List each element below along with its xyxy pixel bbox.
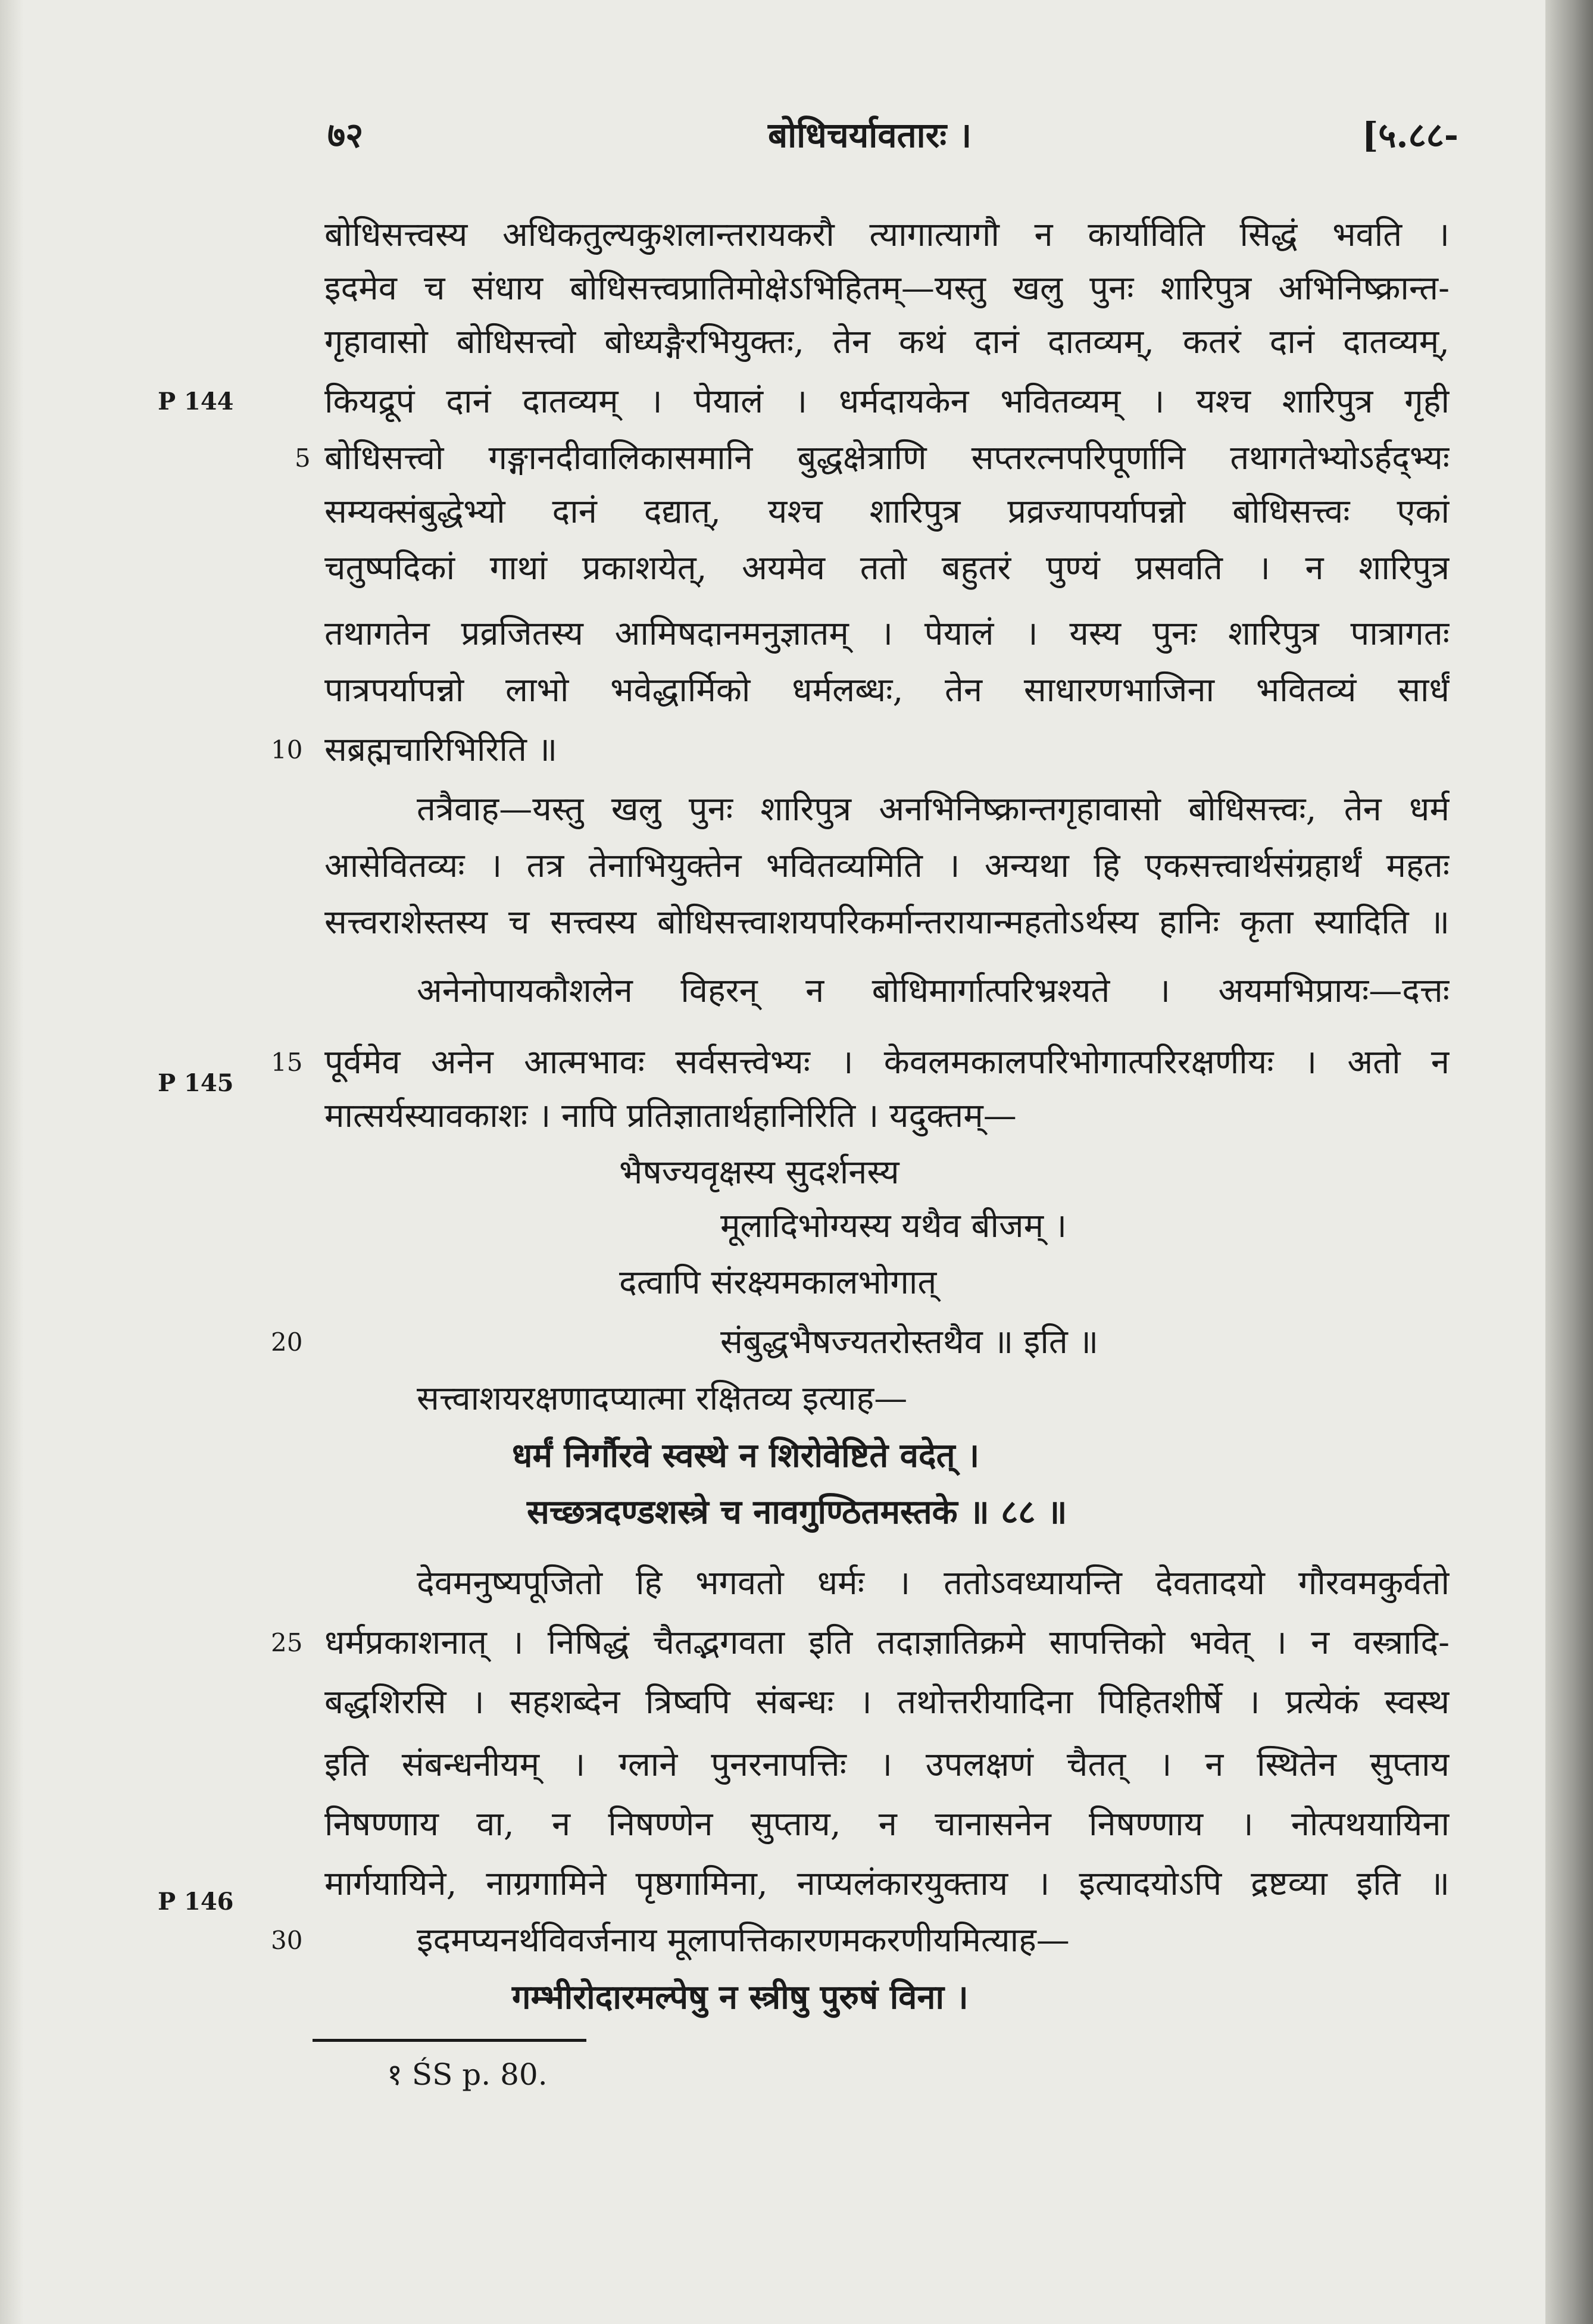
page-header xyxy=(316,110,1458,158)
line-number-30: 30 xyxy=(271,1926,303,1955)
text-line: तथागतेन प्रव्रजितस्य आमिषदानमनुज्ञातम् । पेयालं । यस्य पुनः शारिपुत्र पात्रागतः xyxy=(324,614,1450,653)
verse-line: दत्वापि संरक्ष्यमकालभोगात् xyxy=(619,1263,937,1302)
text-line: गृहावासो बोधिसत्त्वो बोध्यङ्गैरभियुक्तः, तेन कथं दानं दातव्यम्, कतरं दानं दातव्यम्, xyxy=(324,323,1450,361)
root-verse-line: गम्भीरोदारमल्पेषु न स्त्रीषु पुरुषं विना । xyxy=(512,1978,969,2017)
verse-line: भैषज्यवृक्षस्य सुदर्शनस्य xyxy=(619,1153,899,1192)
verse-line: मूलादिभोग्यस्य यथैव बीजम् । xyxy=(720,1207,1067,1245)
root-verse-line: सच्छत्रदण्डशस्त्रे च नावगुण्ठितमस्तके ॥ ८८ ॥ xyxy=(527,1492,1067,1532)
verse-line: संबुद्धभैषज्यतरोस्तथैव ॥ इति ॥ xyxy=(720,1323,1099,1361)
text-line: पात्रपर्यापन्नो लाभो भवेद्धार्मिको धर्मलब्धः, तेन साधारणभाजिना भवितव्यं सार्धं xyxy=(324,671,1450,710)
footnote: १ ŚS p. 80. xyxy=(387,2057,548,2092)
footnote-rule xyxy=(313,2039,586,2042)
text-line: पूर्वमेव अनेन आत्मभावः सर्वसत्त्वेभ्यः । केवलमकालपरिभोगात्परिरक्षणीयः । अतो न xyxy=(324,1043,1450,1082)
section-reference: [५.८८- xyxy=(1361,115,1458,155)
text-line: इदमप्यनर्थविवर्जनाय मूलापत्तिकारणमकरणीयमित्याह— xyxy=(417,1921,1070,1960)
text-line: अनेनोपायकौशलेन विहरन् न बोधिमार्गात्परिभ्रश्यते । अयमभिप्रायः—दत्तः xyxy=(417,972,1450,1010)
line-number-5: 5 xyxy=(295,443,311,473)
text-line: कियद्रूपं दानं दातव्यम् । पेयालं । धर्मदायकेन भवितव्यम् । यश्च शारिपुत्र गृही xyxy=(324,382,1450,421)
line-number-10: 10 xyxy=(271,735,303,764)
margin-ref-p146: P 146 xyxy=(158,1888,234,1916)
text-line: सब्रह्मचारिभिरिति ॥ xyxy=(324,730,558,769)
text-line: सम्यक्संबुद्धेभ्यो दानं दद्यात्, यश्च शारिपुत्र प्रव्रज्यापर्यापन्नो बोधिसत्त्वः एकां xyxy=(324,492,1450,531)
root-verse-line: धर्मं निर्गौरवे स्वस्थे न शिरोवेष्टिते वदेत् । xyxy=(512,1436,980,1475)
text-line: बोधिसत्त्वो गङ्गानदीवालिकासमानि बुद्धक्षेत्राणि सप्तरत्नपरिपूर्णानि तथागतेभ्योऽर्हद्भ्यः xyxy=(324,439,1450,477)
text-line: देवमनुष्यपूजितो हि भगवतो धर्मः । ततोऽवध्यायन्ति देवतादयो गौरवमकुर्वतो xyxy=(417,1564,1450,1603)
page-number: ७२ xyxy=(327,115,364,155)
scan-shadow-right xyxy=(1545,0,1593,2324)
text-line: तत्रैवाह—यस्तु खलु पुनः शारिपुत्र अनभिनिष्क्रान्तगृहावासो बोधिसत्त्वः, तेन धर्म xyxy=(417,790,1450,829)
text-line: इति संबन्धनीयम् । ग्लाने पुनरनापत्तिः । उपलक्षणं चैतत् । न स्थितेन सुप्ताय xyxy=(324,1745,1450,1784)
text-line: धर्मप्रकाशनात् । निषिद्धं चैतद्भगवता इति तदाज्ञातिक्रमे सापत्तिको भवेत् । न वस्त्रादि- xyxy=(324,1623,1450,1662)
text-line: मात्सर्यस्यावकाशः । नापि प्रतिज्ञातार्थहानिरिति । यदुक्तम्— xyxy=(324,1097,1017,1135)
text-line: बोधिसत्त्वस्य अधिकतुल्यकुशलान्तरायकरौ त्यागात्यागौ न कार्याविति सिद्धं भवति । xyxy=(324,215,1450,254)
text-line: निषण्णाय वा, न निषण्णेन सुप्ताय, न चानासनेन निषण्णाय । नोत्पथयायिना xyxy=(324,1805,1450,1844)
margin-ref-p144: P 144 xyxy=(158,388,234,416)
scan-shadow-left xyxy=(0,0,24,2324)
text-line: बद्धशिरसि । सहशब्देन त्रिष्वपि संबन्धः । तथोत्तरीयादिना पिहितशीर्षे । प्रत्येकं स्वस्थ xyxy=(324,1683,1450,1722)
text-line: आसेवितव्यः । तत्र तेनाभियुक्तेन भवितव्यमिति । अन्यथा हि एकसत्त्वार्थसंग्रहार्थं महतः xyxy=(324,846,1450,885)
line-number-20: 20 xyxy=(271,1327,303,1357)
text-line: सत्त्वराशेस्तस्य च सत्त्वस्य बोधिसत्त्वाशयपरिकर्मान्तरायान्महतोऽर्थस्य हानिः कृता स्यादिति ॥ xyxy=(324,903,1450,942)
margin-ref-p145: P 145 xyxy=(158,1069,234,1097)
running-title: बोधिचर्यावतारः । xyxy=(768,115,972,155)
line-number-15: 15 xyxy=(271,1048,303,1077)
line-number-25: 25 xyxy=(271,1628,303,1657)
text-line: चतुष्पदिकां गाथां प्रकाशयेत्, अयमेव ततो बहुतरं पुण्यं प्रसवति । न शारिपुत्र xyxy=(324,549,1450,588)
text-line: मार्गयायिने, नाग्रगामिने पृष्ठगामिना, नाप्यलंकारयुक्ताय । इत्यादयोऽपि द्रष्टव्या इति ॥ xyxy=(324,1864,1450,1903)
text-line: सत्त्वाशयरक्षणादप्यात्मा रक्षितव्य इत्याह— xyxy=(417,1379,908,1418)
text-line: इदमेव च संधाय बोधिसत्त्वप्रातिमोक्षेऽभिहितम्—यस्तु खलु पुनः शारिपुत्र अभिनिष्क्रान्त- xyxy=(324,269,1450,308)
